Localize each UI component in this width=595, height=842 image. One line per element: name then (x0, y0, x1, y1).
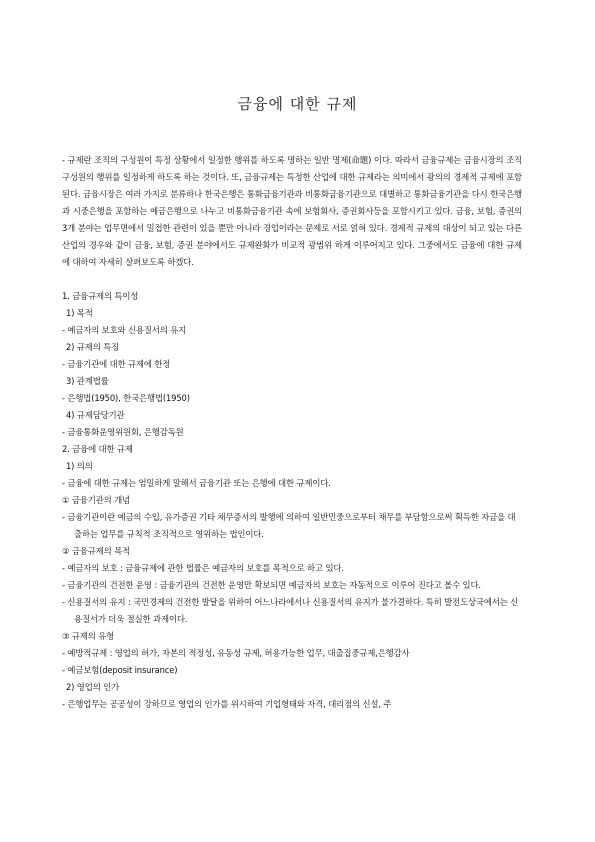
list-item: - 금융기관의 건전한 운영 : 금융기관의 건전한 운영만 확보되면 예금자의 보호는 자동적으로 이루어 진다고 볼수 있다. (62, 580, 481, 590)
subsection-heading: 2) 영업의 인가 (66, 682, 120, 692)
list-item: - 예방적규제 : 영업의 허가, 자본의 적정성, 유동성 규제, 허용가능한 업무, 대출집중규제,은행감사 (62, 648, 410, 658)
list-item: - 예금보험(deposit insurance) (62, 665, 178, 675)
numbered-heading: ① 금융기관의 개념 (62, 495, 130, 505)
list-item: - 신용질서의 유지 : 국민경제의 건전한 발달을 위하여 어느나라에서나 신용질서의 유지가 불가결하다. 특히 발전도상국에서는 신용질서가 더욱 절실한 과제이다. (62, 597, 519, 624)
intro-paragraph: - 규제란 조직의 구성원이 특정 상황에서 일정한 행위를 하도록 명하는 일반 명제(命題) 이다. 따라서 금융규제는 금융시장의 조직구성원의 행위를 일정하게 하도록 하는 것이다. 또, 금융규제는 특정한 산업에 대한 규제라는 의미에서 광의의 경제적 규제에 포함된다. 금융시장은 여러 가지로 분류하나 한국은행은 통화금융기관과 비통화금융기관으로 대별하고 통화금융기관을 다시 한국은행과 시중은행을 포함하는 예금은행으로 나누고 비통화금융기관 속에 보험회사, 증권회사등을 포함시키고 있다. 금융, 보험, 증권의 3개 분야는 업무면에서 밀접한 관련이 있을 뿐만 아니라 경업이라는 문제로 서로 얽혀 있다. 경제적 규제의 대상이 되고 있는 다른 산업의 경우와 같이 금융, 보험, 증권 분야에서도 규제완화가 비교적 광범위 하게 이루어지고 있다. 그중에서도 금융에 대한 규제에 대하여 자세히 살펴보도록 하겠다. (62, 155, 522, 267)
section-heading-2: 2. 금융에 대한 규제 (62, 444, 133, 454)
numbered-heading: ② 금융규제의 목적 (62, 546, 130, 556)
list-item: - 금융에 대한 규제는 엄밀하게 말해서 금융기관 또는 은행에 대한 규제이다. (62, 478, 331, 488)
subsection-heading: 3) 관계법률 (66, 376, 109, 386)
subsection-heading: 1) 의의 (66, 461, 93, 471)
document-body (62, 152, 522, 713)
list-item: - 금융기관이란 예금의 수입, 유가증권 기타 채무증서의 발행에 의하여 일반민중으로부터 채무를 부담함으로써 획득한 자금을 대출하는 업무를 규칙적 조직적으로 영위하는 법인이다. (62, 512, 516, 539)
numbered-heading: ③ 규제의 유형 (62, 631, 115, 641)
list-item: - 예금자의 보호와 신용질서의 유지 (62, 325, 187, 335)
section-heading-1: 1. 금융규제의 특이성 (62, 291, 139, 301)
list-item: - 금융통화운영위원회, 은행감독원 (62, 427, 184, 437)
list-item: - 예금자의 보호 : 금융규제에 관한 법률은 예금자의 보호를 목적으로 하고 있다. (62, 563, 344, 573)
list-item: - 은행법(1950), 한국은행법(1950) (62, 393, 190, 403)
subsection-heading: 4) 규제담당기관 (66, 410, 125, 420)
subsection-heading: 2) 규제의 특징 (66, 342, 120, 352)
page-title: 금융에 대한 규제 (237, 95, 358, 113)
list-item: - 은행업무는 공공성이 강하므로 영업의 인가를 위시하여 기업형태와 자격, 대리점의 신설, 주 (62, 699, 392, 709)
subsection-heading: 1) 목적 (66, 308, 93, 318)
list-item: - 금융기관에 대한 규제에 한정 (62, 359, 171, 369)
